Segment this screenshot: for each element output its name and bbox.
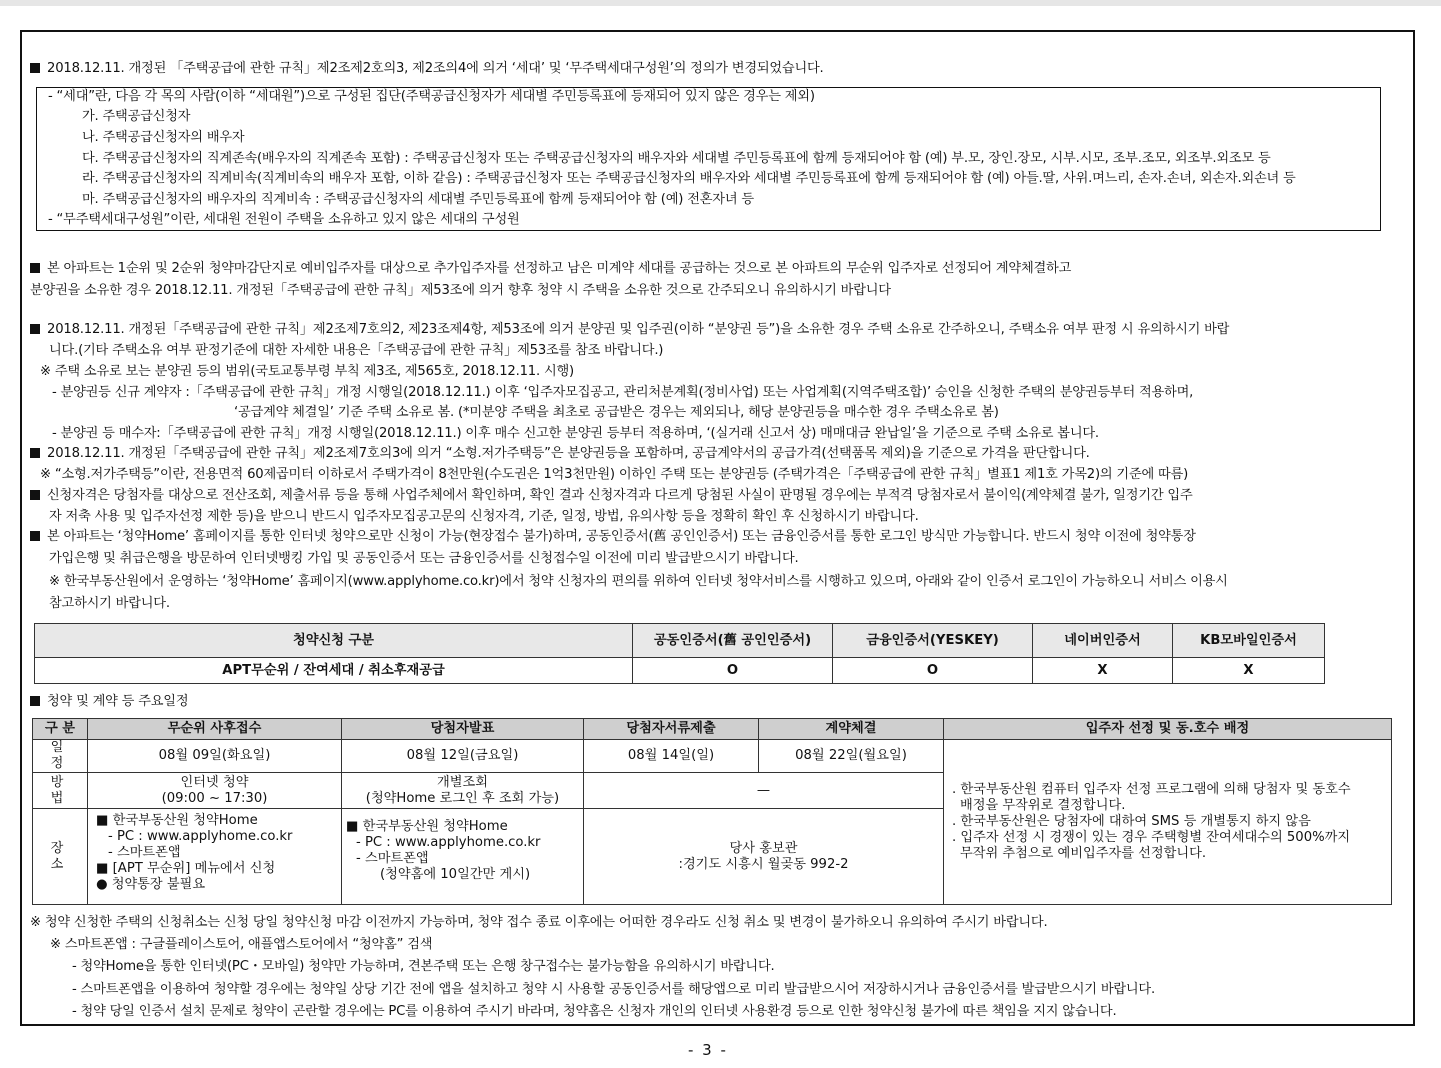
place-cell: ■ 한국부동산원 청약Home - PC : www.applyhome.co.kr - 스마트폰앱 (청약홈에 10일간만 게시) (342, 809, 584, 905)
square-bullet-icon (30, 324, 40, 334)
square-bullet-icon (30, 490, 40, 500)
table-cell: X (1033, 658, 1173, 684)
definition-line: 다. 주택공급신청자의 직계존속(배우자의 직계존속 포함) : 주택공급신청자 또는 주택공급신청자의 배우자와 세대별 주민등록표에 함께 등재되어야 함 (예) 부.모, 장인.장모, 시부.시모, 조부.조모, 외조부.외조모 등 (82, 151, 1271, 166)
notice-3-line: 참고하시기 바랍니다. (49, 596, 170, 611)
square-bullet-icon (30, 696, 40, 706)
table-row (35, 658, 1325, 684)
table-header-cell: KB모바일인증서 (1173, 624, 1325, 658)
top-strip (0, 0, 1441, 6)
schedule-title: 청약 및 계약 등 주요일정 (30, 693, 188, 711)
footer-note: - 스마트폰앱을 이용하여 청약할 경우에는 청약일 상당 기간 전에 앱을 설치하고 청약 시 사용할 공동인증서를 해당앱으로 미리 발급받으시어 저장하시거나 금융인증서를 발급받으시기 바랍니다. (72, 982, 1155, 997)
page-number: - 3 - (688, 1041, 728, 1059)
table-header-cell: 공동인증서(舊 공인인증서) (633, 624, 833, 658)
footer-note: ※ 스마트폰앱 : 구글플레이스토어, 애플앱스토어에서 “청약홈” 검색 (50, 937, 433, 952)
notice-3-line: 2018.12.11. 개정된「주택공급에 관한 규칙」제2조제7호의2, 제23조제4항, 제53조에 의거 분양권 및 입주권(이하 “분양권 등”)을 소유한 경우 주택 소유로 간주하오니, 주택소유 여부 판정 시 유의하시기 바랍 (30, 321, 1229, 339)
table-header-cell: 계약체결 (759, 719, 944, 740)
note-line: . 한국부동산원은 당첨자에 대하여 SMS 등 개별통지 하지 않음 (952, 814, 1311, 829)
notice-3-line: 신청자격은 당첨자를 대상으로 전산조회, 제출서류 등을 통해 사업주체에서 확인하며, 확인 결과 신청자격과 다르게 당첨된 사실이 판명될 경우에는 부적격 당첨자로서 불이익(계약체결 불가, 일정기간 입주 (30, 487, 1192, 505)
note-line: 배정을 무작위로 결정합니다. (960, 798, 1126, 813)
definition-line: 라. 주택공급신청자의 직계비속(직계비속의 배우자 포함, 이하 같음) : 주택공급신청자 또는 주택공급신청자의 배우자와 세대별 주민등록표에 함께 등재되어야 함 (예) 아들.딸, 사위.며느리, 손자.손녀, 외손자.외손녀 등 (82, 171, 1296, 186)
selection-notes (944, 740, 1392, 905)
notice-3-line: 본 아파트는 ‘청약Home’ 홈페이지를 통한 인터넷 청약으로만 신청이 가능(현장접수 불가)하며, 공동인증서(舊 공인인증서) 또는 금융인증서를 통한 로그인 방식만 가능합니다. 반드시 청약 이전에 청약통장 (30, 528, 1196, 546)
table-header-cell: 입주자 선정 및 동.호수 배정 (944, 719, 1392, 740)
notice-3-line: ※ 한국부동산원에서 운영하는 ‘청약Home’ 홈페이지(www.applyhome.co.kr)에서 청약 신청자의 편의를 위하여 인터넷 청약서비스를 시행하고 있으며, 아래와 같이 인증서 로그인이 가능하오니 서비스 이용시 (49, 574, 1228, 589)
notice-3-line: - 분양권 등 매수자:「주택공급에 관한 규칙」개정 시행일(2018.12.11.) 이후 매수 신고한 분양권 등부터 적용하며, ‘(실거래 신고서 상) 매매대금 완납일’을 기준으로 주택 소유로 봅니다. (52, 426, 1099, 441)
note-line: . 입주자 선정 시 경쟁이 있는 경우 주택형별 잔여세대수의 500%까지 (952, 830, 1351, 845)
square-bullet-icon (30, 448, 40, 458)
notice-3-line: 니다.(기타 주택소유 여부 판정기준에 대한 자세한 내용은「주택공급에 관한 규칙」제53조를 참조 바랍니다.) (49, 343, 664, 358)
notice-3-line: ‘공급계약 체결일’ 기준 주택 소유로 봄. (*미분양 주택을 최초로 공급받은 경우는 제외되나, 해당 분양권등을 매수한 경우 주택소유로 봄) (234, 405, 999, 420)
definition-line: 마. 주택공급신청자의 배우자의 직계비속 : 주택공급신청자의 세대별 주민등록표에 함께 등재되어야 함 (예) 전혼자녀 등 (82, 192, 754, 207)
notice-3-line: ※ “소형.저가주택등”이란, 전용면적 60제곱미터 이하로서 주택가격이 8천만원(수도권은 1억3천만원) 이하인 주택 또는 분양권등 (주택가격은「주택공급에 관한 규칙」별표1 제1호 가목2)의 기준에 따름) (40, 467, 1189, 482)
place-cell: ■ 한국부동산원 청약Home - PC : www.applyhome.co.kr - 스마트폰앱 ■ [APT 무순위] 메뉴에서 신청 ● 청약통장 불필요 (88, 809, 342, 905)
footer-note: - 청약Home을 통한 인터넷(PC・모바일) 청약만 가능하며, 견본주택 또는 은행 창구접수는 불가능함을 유의하시기 바랍니다. (72, 959, 775, 974)
notice-3-line: ※ 주택 소유로 보는 분양권 등의 범위(국토교통부령 부칙 제3조, 제565호, 2018.12.11. 시행) (40, 364, 574, 379)
table-cell: APT무순위 / 잔여세대 / 취소후재공급 (35, 658, 633, 684)
table-header-cell: 당첨자서류제출 (584, 719, 759, 740)
notice-1-title: 2018.12.11. 개정된 「주택공급에 관한 규칙」제2조제2호의3, 제2조의4에 의거 ‘세대’ 및 ‘무주택세대구성원’의 정의가 변경되었습니다. (30, 60, 824, 78)
date-cell: 08월 22일(월요일) (759, 740, 944, 773)
table-cell: X (1173, 658, 1325, 684)
place-cell: 당사 홍보관 :경기도 시흥시 월곶동 992-2 (584, 809, 944, 905)
method-cell: — (584, 773, 944, 809)
date-cell: 08월 12일(금요일) (342, 740, 584, 773)
date-cell: 08월 09일(화요일) (88, 740, 342, 773)
method-cell: 인터넷 청약 (09:00 ~ 17:30) (88, 773, 342, 809)
square-bullet-icon (30, 63, 40, 73)
notice-3-line: 2018.12.11. 개정된「주택공급에 관한 규칙」제2조제7호의3에 의거 “소형.저가주택등”은 분양권등을 포함하며, 공급계약서의 공급가격(선택품목 제외)을 기준으로 가격을 판단합니다. (30, 445, 1090, 463)
row-label: 장 소 (33, 809, 88, 905)
table-header-row (33, 719, 1392, 740)
table-header-cell: 당첨자발표 (342, 719, 584, 740)
note-line: 무작위 추첨으로 예비입주자를 선정합니다. (960, 846, 1207, 861)
footer-note: - 청약 당일 인증서 설치 문제로 청약이 곤란할 경우에는 PC를 이용하여 주시기 바라며, 청약홈은 신청자 개인의 인터넷 사용환경 등으로 인한 청약신청 불가에 따른 책임을 지지 않습니다. (72, 1004, 1117, 1019)
table-header-cell: 금융인증서(YESKEY) (833, 624, 1033, 658)
notice-3-line: - 분양권등 신규 계약자 :「주택공급에 관한 규칙」개정 시행일(2018.12.11.) 이후 ‘입주자모집공고, 관리처분계획(정비사업) 또는 사업계획(지역주택조합)’ 승인을 신청한 주택의 분양권등부터 적용하며, (52, 385, 1194, 400)
notice-2-line: 본 아파트는 1순위 및 2순위 청약마감단지로 예비입주자를 대상으로 추가입주자를 선정하고 남은 미계약 세대를 공급하는 것으로 본 아파트의 무순위 입주자로 선정되어 계약체결하고 (30, 260, 1071, 278)
notice-2-line: 분양권을 소유한 경우 2018.12.11. 개정된「주택공급에 관한 규칙」제53조에 의거 향후 청약 시 주택을 소유한 것으로 간주되오니 유의하시기 바랍니다 (30, 283, 891, 298)
table-cell: O (633, 658, 833, 684)
table-header-cell: 구 분 (33, 719, 88, 740)
notice-3-line: 자 저축 사용 및 입주자선정 제한 등)을 받으니 반드시 입주자모집공고문의 신청자격, 기준, 일정, 방법, 유의사항 등을 정확히 확인 후 신청하시기 바랍니다. (49, 509, 919, 524)
definition-line: - “무주택세대구성원”이란, 세대원 전원이 주택을 소유하고 있지 않은 세대의 구성원 (48, 212, 520, 227)
table-cell: O (833, 658, 1033, 684)
certificate-table (34, 623, 1325, 684)
table-header-row (35, 624, 1325, 658)
table-header-cell: 무순위 사후접수 (88, 719, 342, 740)
row-label: 방 법 (33, 773, 88, 809)
square-bullet-icon (30, 263, 40, 273)
footer-note: ※ 청약 신청한 주택의 신청취소는 신청 당일 청약신청 마감 이전까지 가능하며, 청약 접수 종료 이후에는 어떠한 경우라도 신청 취소 및 변경이 불가하오니 유의하여 주시기 바랍니다. (30, 915, 1048, 930)
notice-3-line: 가입은행 및 취급은행을 방문하여 인터넷뱅킹 가입 및 공동인증서 또는 금융인증서를 신청접수일 이전에 미리 발급받으시기 바랍니다. (49, 551, 799, 566)
row-label: 일 정 (33, 740, 88, 773)
definition-line: 나. 주택공급신청자의 배우자 (82, 130, 245, 145)
table-header-cell: 청약신청 구분 (35, 624, 633, 658)
date-cell: 08월 14일(일) (584, 740, 759, 773)
table-header-cell: 네이버인증서 (1033, 624, 1173, 658)
table-row (33, 740, 1392, 773)
definition-line: 가. 주택공급신청자 (82, 109, 191, 124)
definition-line: - “세대”란, 다음 각 목의 사람(이하 “세대원”)으로 구성된 집단(주택공급신청자가 세대별 주민등록표에 등재되어 있지 않은 경우는 제외) (48, 89, 815, 104)
method-cell: 개별조회 (청약Home 로그인 후 조회 가능) (342, 773, 584, 809)
square-bullet-icon (30, 531, 40, 541)
note-line: . 한국부동산원 컴퓨터 입주자 선정 프로그램에 의해 당첨자 및 동호수 (952, 782, 1351, 797)
schedule-table (32, 718, 1392, 905)
